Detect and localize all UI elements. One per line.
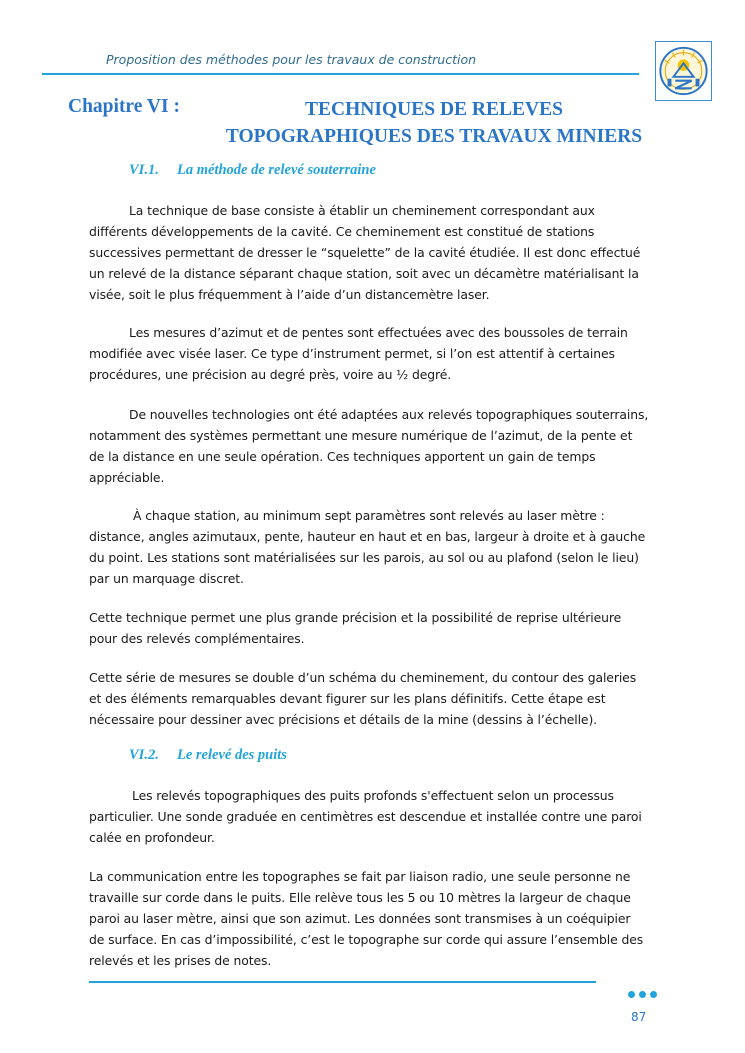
section-heading-vi2 (129, 747, 287, 764)
dot (639, 991, 646, 998)
paragraph: La communication entre les topographes se fait par liaison radio, une seule personne ne travaille sur corde dans le puits. Elle relève tous les 5 ou 10 mètres la largeur de chaque paroi au laser mètre, ainsi que son azimut. Les données sont transmises à un coéquipier de surface. En cas d’impossibilité, c’est le topographe sur corde qui assure l’ensemble des relevés et les prises de notes. (89, 869, 644, 968)
chapter-label: Chapitre VI : (68, 96, 180, 117)
header-divider (42, 73, 639, 75)
paragraph: De nouvelles technologies ont été adaptées aux relevés topographiques souterrains, notamment des systèmes permettant une mesure numérique de l’azimut, de la pente et de la distance en une seule opération. Ces techniques apportent un gain de temps appréciable. (89, 407, 649, 485)
paragraph: Cette technique permet une plus grande précision et la possibilité de reprise ultérieure pour des relevés complémentaires. (89, 610, 622, 646)
ellipsis-dots-icon (628, 991, 657, 998)
section-heading-vi1 (129, 162, 376, 179)
paragraph: À chaque station, au minimum sept paramètres sont relevés au laser mètre : distance, angles azimutaux, pente, hauteur en haut et en bas, largeur à droite et à gauche du point. Les stations sont matérialisées sur les parois, au sol ou au plafond (selon le lieu) par un marquage discret. (89, 508, 646, 586)
footer-divider (89, 981, 596, 983)
section-title: Le relevé des puits (177, 747, 287, 763)
paragraph: La technique de base consiste à établir un cheminement correspondant aux différents développements de la cavité. Ce cheminement est constitué de stations successives permettant de dresser le “squelette” de la cavité étudiée. Il est donc effectué un relevé de la distance séparant chaque station, soit avec un décamètre matérialisant la visée, soit le plus fréquemment à l’aide d’un distancemètre laser. (89, 203, 641, 302)
institution-logo-icon (655, 41, 712, 101)
page-number: 87 (631, 1010, 647, 1024)
dot (628, 991, 635, 998)
section-title: La méthode de relevé souterraine (177, 162, 376, 178)
paragraph: Cette série de mesures se double d’un schéma du cheminement, du contour des galeries et des éléments remarquables devant figurer sur les plans définitifs. Cette étape est nécessaire pour dessiner avec précisions et détails de la mine (dessins à l’échelle). (89, 670, 637, 727)
dot (650, 991, 657, 998)
running-header: Proposition des méthodes pour les travaux de construction (106, 52, 477, 67)
section-number: VI.1. (129, 162, 159, 178)
paragraph: Les relevés topographiques des puits profonds s'effectuent selon un processus particulier. Une sonde graduée en centimètres est descendue et installée contre une paroi calée en profondeur. (89, 788, 642, 845)
paragraph: Les mesures d’azimut et de pentes sont effectuées avec des boussoles de terrain modifiée avec visée laser. Ce type d’instrument permet, si l’on est attentif à certaines procédures, une précision au degré près, voire au ½ degré. (89, 325, 628, 382)
section-number: VI.2. (129, 747, 159, 763)
chapter-title: TECHNIQUES DE RELEVES TOPOGRAPHIQUES DES TRAVAUX MINIERS (225, 99, 643, 147)
